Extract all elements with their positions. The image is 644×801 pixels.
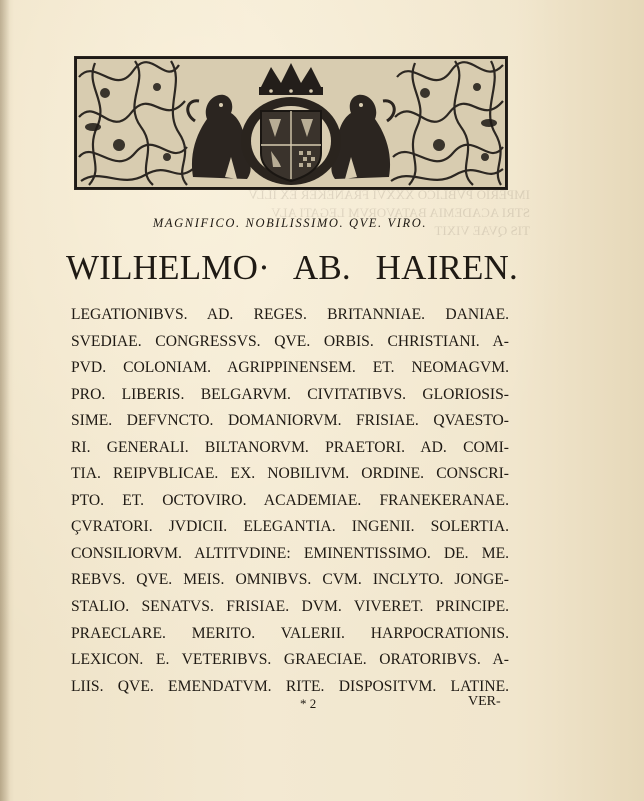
signature-mark: * 2 xyxy=(300,696,317,711)
body-line: CONSILIORVM. ALTITVDINE: EMINENTISSIMO. DE. ME. xyxy=(71,544,509,562)
body-line: SIME. DEFVNCTO. DOMANIORVM. FRISIAE. QVAESTO- xyxy=(71,412,509,430)
dedication-line: MAGNIFICO. NOBILISSIMO. QVE. VIRO. xyxy=(152,216,428,230)
body-line: ÇVRATORI. JVDICII. ELEGANTIA. INGENII. SOLERTIA. xyxy=(71,518,509,536)
dedication-body xyxy=(71,302,509,700)
body-line: REBVS. QVE. MEIS. OMNIBVS. CVM. INCLYTO. JONGE- xyxy=(71,571,509,589)
dedicatee-name: WILHELMO· AB. HAIREN. xyxy=(66,248,518,287)
body-line: LEGATIONIBVS. AD. REGES. BRITANNIAE. DANIAE. xyxy=(71,306,509,323)
body-line: STALIO. SENATVS. FRISIAE. DVM. VIVERET. PRINCIPE. xyxy=(71,598,509,616)
body-line: RI. GENERALI. BILTANORVM. PRAETORI. AD. COMI- xyxy=(71,438,509,456)
body-line: TIA. REIPVBLICAE. EX. NOBILIVM. ORDINE. CONSCRI- xyxy=(71,465,509,483)
body-line: PVD. COLONIAM. AGRIPPINENSEM. ET. NEOMAGVM. xyxy=(71,359,509,377)
catchword: VER- xyxy=(468,694,501,709)
body-line: PRO. LIBERIS. BELGARVM. CIVITATIBVS. GLORIOSIS- xyxy=(71,385,509,403)
body-line: PRAECLARE. MERITO. VALERII. HARPOCRATIONIS. xyxy=(71,624,509,642)
gutter-shadow xyxy=(0,0,10,801)
body-line: LIIS. QVE. EMENDATVM. RITE. DISPOSITVM. LATINE. xyxy=(71,677,509,695)
body-line: LEXICON. E. VETERIBVS. GRAECIAE. ORATORIBVS. A- xyxy=(71,651,509,669)
body-line: PTO. ET. OCTOVIRO. ACADEMIAE. FRANEKERANAE. xyxy=(71,491,509,509)
woodcut-headpiece xyxy=(74,56,508,190)
show-through-text: IMPERIO PVBLICO XXXVI FRANEKER EX ILLV STRI ACADEMIA BATAVORVM LEGATI ALV TIS QVAE VIXIT xyxy=(248,187,530,238)
body-line: SVEDIAE. CONGRESSVS. QVE. ORBIS. CHRISTIANI. A- xyxy=(71,332,509,350)
